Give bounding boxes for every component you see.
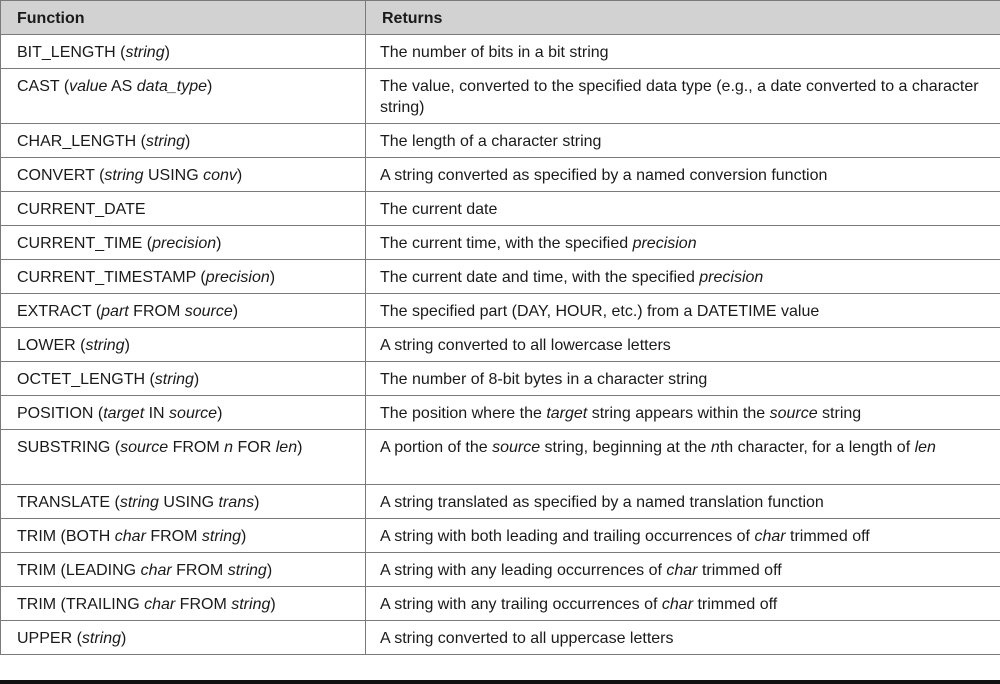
function-cell <box>1 430 366 485</box>
function-cell <box>1 485 366 519</box>
function-cell <box>1 192 366 226</box>
function-cell <box>1 35 366 69</box>
italic-text: char <box>140 562 172 579</box>
text-segment: TRIM (TRAILING <box>17 596 145 613</box>
italic-text: char <box>666 562 698 579</box>
text-segment: USING <box>158 494 219 511</box>
italic-text: string <box>201 528 242 545</box>
text-segment: trimmed off <box>693 596 778 613</box>
italic-text: string <box>125 44 165 61</box>
text-segment: CAST ( <box>17 78 70 95</box>
text-segment: ) <box>297 439 303 456</box>
table-row <box>1 226 1000 260</box>
text-segment: ) <box>269 269 276 286</box>
italic-text: precision <box>632 235 697 252</box>
returns-cell <box>366 553 1000 587</box>
text-segment: A portion of the <box>380 439 493 456</box>
italic-text: len <box>914 439 936 456</box>
italic-text: precision <box>205 269 270 286</box>
table-row <box>1 35 1000 69</box>
table-row <box>1 158 1000 192</box>
returns-cell <box>366 124 1000 158</box>
function-cell <box>1 226 366 260</box>
italic-text: string <box>119 494 159 511</box>
text-segment: A string with both leading and trailing occurrences of <box>380 528 755 545</box>
header-row <box>1 1 1000 35</box>
italic-text: target <box>103 405 145 422</box>
text-segment: FROM <box>175 596 232 613</box>
table-row <box>1 587 1000 621</box>
returns-cell <box>366 621 1000 655</box>
text-segment: CHAR_LENGTH ( <box>17 133 146 150</box>
returns-cell <box>366 158 1000 192</box>
text-segment: SUBSTRING ( <box>17 439 121 456</box>
bottom-rule <box>0 680 1000 684</box>
table-row <box>1 69 1000 124</box>
italic-text: char <box>661 596 694 613</box>
italic-text: source <box>120 439 169 456</box>
table-row <box>1 485 1000 519</box>
text-segment: The current date and time, with the specified <box>380 269 700 286</box>
italic-text: string <box>227 562 267 579</box>
italic-text: value <box>69 78 108 95</box>
text-segment: ) <box>241 528 247 545</box>
text-segment: trimmed off <box>785 528 870 545</box>
function-cell <box>1 158 366 192</box>
text-segment: The value, converted to the specified data type (e.g., a date converted to a character string) <box>380 78 979 116</box>
italic-text: char <box>114 528 146 545</box>
text-segment: EXTRACT ( <box>17 303 102 320</box>
text-segment: FROM <box>128 303 185 320</box>
returns-cell <box>366 294 1000 328</box>
italic-text: string <box>231 596 271 613</box>
text-segment: IN <box>144 405 170 422</box>
returns-cell <box>366 328 1000 362</box>
text-segment: USING <box>143 167 204 184</box>
italic-text: source <box>184 303 233 320</box>
function-cell <box>1 124 366 158</box>
italic-text: n <box>710 439 720 456</box>
table-row <box>1 192 1000 226</box>
table-row <box>1 328 1000 362</box>
text-segment: A string with any trailing occurrences of <box>380 596 662 613</box>
text-segment: FOR <box>233 439 276 456</box>
text-segment: The specified part (DAY, HOUR, etc.) from a DATETIME value <box>380 303 820 320</box>
header-returns: Returns <box>366 1 1000 35</box>
text-segment: ) <box>266 562 273 579</box>
text-segment: A string with any leading occurrences of <box>380 562 667 579</box>
text-segment: The number of 8-bit bytes in a character string <box>380 371 708 388</box>
text-segment: FROM <box>171 562 228 579</box>
text-segment: TRIM (LEADING <box>17 562 141 579</box>
text-segment: ) <box>236 167 243 184</box>
function-cell <box>1 328 366 362</box>
function-cell <box>1 294 366 328</box>
text-segment: A string translated as specified by a named translation function <box>380 494 824 511</box>
text-segment: string appears within the <box>587 405 770 422</box>
returns-cell <box>366 485 1000 519</box>
text-segment: OCTET_LENGTH ( <box>17 371 155 388</box>
text-segment: POSITION ( <box>17 405 104 422</box>
returns-cell <box>366 362 1000 396</box>
text-segment: A string converted as specified by a named conversion function <box>380 167 828 184</box>
header-function: Function <box>1 1 366 35</box>
italic-text: char <box>754 528 786 545</box>
italic-text: string <box>85 337 125 354</box>
italic-text: source <box>169 405 218 422</box>
italic-text: string <box>104 167 144 184</box>
text-segment: CURRENT_DATE <box>17 201 146 218</box>
text-segment: The current time, with the specified <box>380 235 633 252</box>
text-segment: ) <box>185 133 191 150</box>
returns-cell <box>366 587 1000 621</box>
text-segment: ) <box>254 494 260 511</box>
text-segment: The length of a character string <box>380 133 602 150</box>
text-segment: string, beginning at the <box>540 439 711 456</box>
italic-text: part <box>101 303 129 320</box>
text-segment: AS <box>107 78 137 95</box>
italic-text: string <box>154 371 194 388</box>
text-segment: A string converted to all uppercase letters <box>380 630 674 647</box>
italic-text: precision <box>152 235 217 252</box>
text-segment: ) <box>124 337 130 354</box>
text-segment: ) <box>207 78 213 95</box>
text-segment: string <box>817 405 862 422</box>
italic-text: conv <box>203 167 237 184</box>
italic-text: trans <box>218 494 255 511</box>
text-segment: th character, for a length of <box>719 439 915 456</box>
text-segment: ) <box>217 405 223 422</box>
table-row <box>1 362 1000 396</box>
italic-text: precision <box>699 269 764 286</box>
text-segment: The current date <box>380 201 498 218</box>
table-body <box>1 35 1000 655</box>
text-segment: ) <box>193 371 200 388</box>
table-row <box>1 124 1000 158</box>
function-cell <box>1 260 366 294</box>
text-segment: FROM <box>145 528 202 545</box>
table-row <box>1 430 1000 485</box>
italic-text: source <box>492 439 541 456</box>
returns-cell <box>366 192 1000 226</box>
italic-text: n <box>224 439 234 456</box>
text-segment: ) <box>216 235 222 252</box>
text-segment: CONVERT ( <box>17 167 105 184</box>
function-cell <box>1 587 366 621</box>
returns-cell <box>366 69 1000 124</box>
function-cell <box>1 69 366 124</box>
text-segment: CURRENT_TIME ( <box>17 235 153 252</box>
text-segment: TRIM (BOTH <box>17 528 115 545</box>
table-row <box>1 396 1000 430</box>
italic-text: string <box>81 630 122 647</box>
text-segment: CURRENT_TIMESTAMP ( <box>17 269 206 286</box>
text-segment: The position where the <box>380 405 547 422</box>
text-segment: trimmed off <box>697 562 782 579</box>
table-row <box>1 621 1000 655</box>
table-row <box>1 519 1000 553</box>
returns-cell <box>366 35 1000 69</box>
returns-cell <box>366 396 1000 430</box>
returns-cell <box>366 226 1000 260</box>
text-segment: UPPER ( <box>17 630 82 647</box>
italic-text: string <box>145 133 186 150</box>
text-segment: FROM <box>168 439 225 456</box>
function-cell <box>1 519 366 553</box>
italic-text: data_type <box>136 78 208 95</box>
table-row <box>1 260 1000 294</box>
returns-cell <box>366 430 1000 485</box>
function-cell <box>1 621 366 655</box>
returns-cell <box>366 260 1000 294</box>
table-row <box>1 553 1000 587</box>
italic-text: char <box>144 596 176 613</box>
table-row <box>1 294 1000 328</box>
text-segment: TRANSLATE ( <box>17 494 120 511</box>
italic-text: len <box>275 439 298 456</box>
text-segment: The number of bits in a bit string <box>380 44 609 61</box>
table-header <box>1 1 1000 35</box>
text-segment: ) <box>164 44 170 61</box>
text-segment: A string converted to all lowercase letters <box>380 337 671 354</box>
text-segment: ) <box>270 596 276 613</box>
italic-text: target <box>546 405 588 422</box>
function-cell <box>1 553 366 587</box>
italic-text: source <box>769 405 818 422</box>
text-segment: BIT_LENGTH ( <box>17 44 126 61</box>
text-segment: LOWER ( <box>17 337 86 354</box>
text-segment: ) <box>232 303 239 320</box>
function-cell <box>1 396 366 430</box>
returns-cell <box>366 519 1000 553</box>
text-segment: ) <box>121 630 127 647</box>
function-cell <box>1 362 366 396</box>
